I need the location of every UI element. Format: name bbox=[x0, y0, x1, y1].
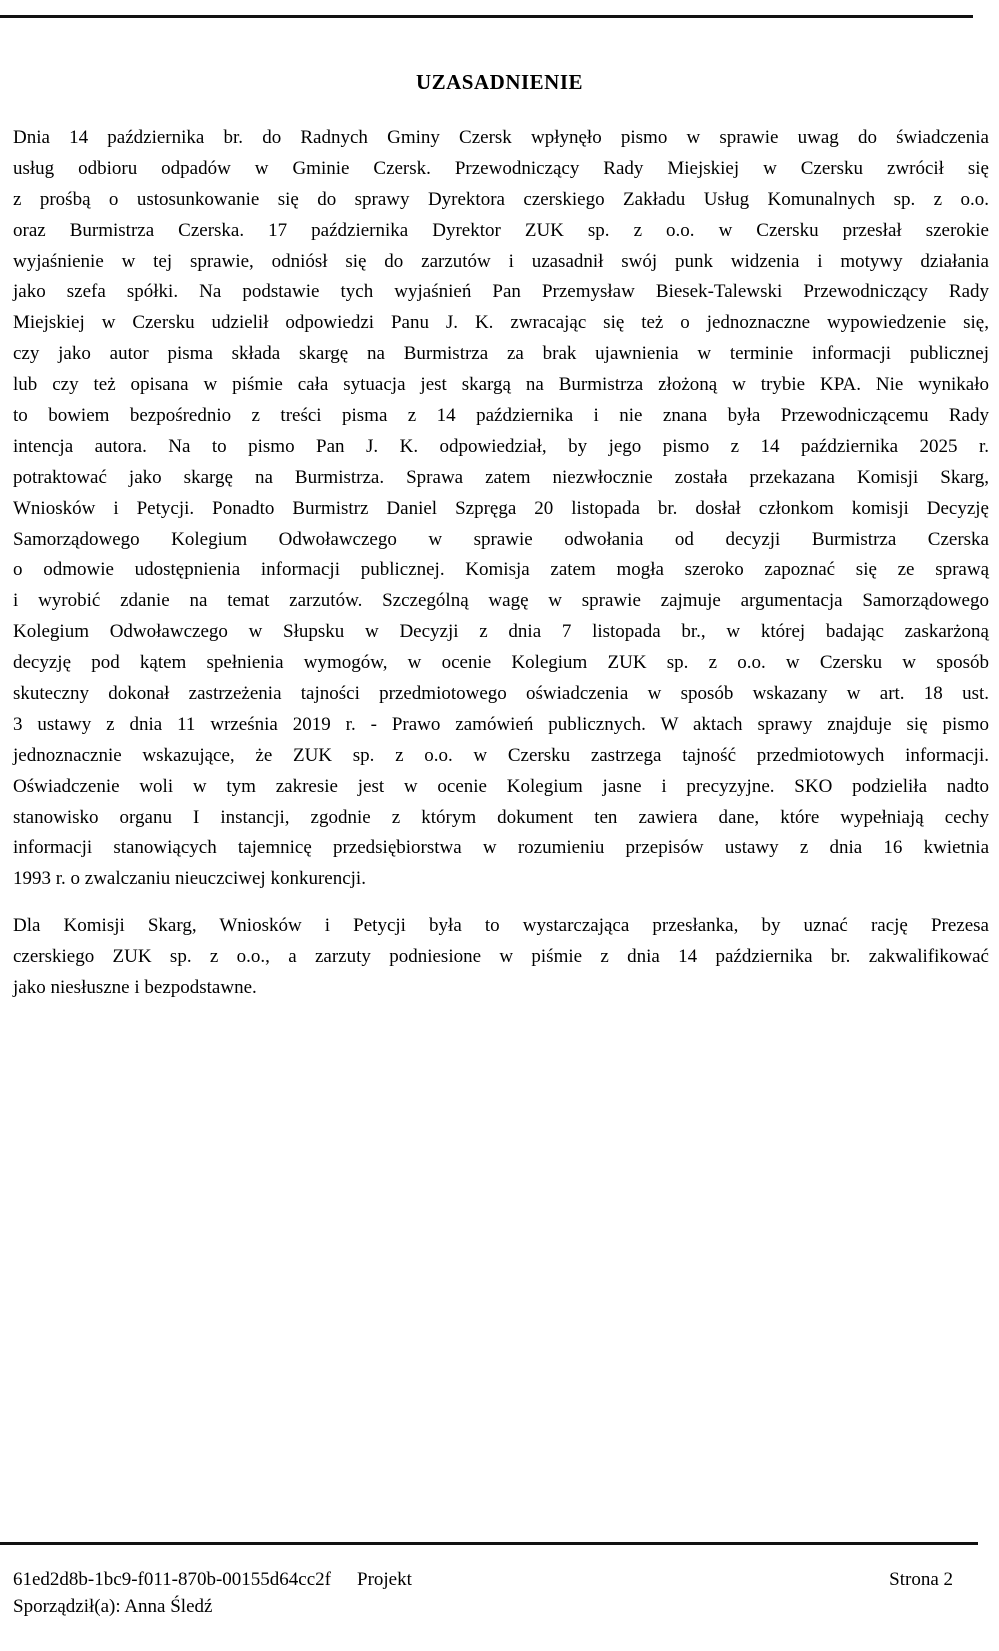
page-footer bbox=[13, 1566, 953, 1620]
text-line: Oświadczenie woli w tym zakresie jest w ocenie Kolegium jasne i precyzyjne. SKO podzieliła nadto bbox=[13, 775, 989, 797]
text-line: jako niesłuszne i bezpodstawne. bbox=[13, 977, 257, 999]
document-title: UZASADNIENIE bbox=[415, 70, 584, 94]
text-line: intencja autora. Na to pismo Pan J. K. odpowiedział, by jego pismo z 14 października 2025 r. bbox=[13, 435, 989, 457]
paragraph-main bbox=[13, 123, 989, 895]
text-line: jednoznacznie wskazujące, że ZUK sp. z o.o. w Czersku zastrzega tajność przedmiotowych informacji. bbox=[13, 744, 989, 766]
text-line: Samorządowego Kolegium Odwoławczego w sprawie odwołania od decyzji Burmistrza Czerska bbox=[13, 528, 989, 550]
text-line: informacji stanowiących tajemnicę przedsiębiorstwa w rozumieniu przepisów ustawy z dnia 16 kwietnia bbox=[13, 837, 989, 859]
text-line: to bowiem bezpośrednio z treści pisma z 14 października i nie znana była Przewodniczącemu Rady bbox=[13, 405, 989, 427]
text-line: usług odbioru odpadów w Gminie Czersk. Przewodniczący Rady Miejskiej w Czersku zwrócił się bbox=[13, 157, 989, 179]
text-line: z prośbą o ustosunkowanie się do sprawy Dyrektora czerskiego Zakładu Usług Komunalnych sp. z o.o. bbox=[13, 188, 989, 210]
footer-left bbox=[13, 1566, 412, 1593]
document-status-label: Projekt bbox=[357, 1569, 412, 1590]
text-line: potraktować jako skargę na Burmistrza. Sprawa zatem niezwłocznie została przekazana Komisji Skarg, bbox=[13, 466, 989, 488]
document-body bbox=[13, 123, 989, 1004]
text-line: Dla Komisji Skarg, Wniosków i Petycji była to wystarczająca przesłanka, by uznać rację Prezesa bbox=[13, 915, 989, 937]
text-line: jako szefa spółki. Na podstawie tych wyjaśnień Pan Przemysław Biesek-Talewski Przewodniczący Rady bbox=[13, 281, 989, 303]
text-line: 3 ustawy z dnia 11 września 2019 r. - Prawo zamówień publicznych. W aktach sprawy znajduje się pismo bbox=[13, 713, 989, 735]
text-line: Dnia 14 października br. do Radnych Gminy Czersk wpłynęło pismo w sprawie uwag do świadczenia bbox=[13, 127, 989, 148]
text-line: lub czy też opisana w piśmie cała sytuacja jest skargą na Burmistrza złożoną w trybie KPA. Nie wynikało bbox=[13, 374, 989, 396]
text-line: Wniosków i Petycji. Ponadto Burmistrz Daniel Szpręga 20 listopada br. dosłał członkom komisji Decyzję bbox=[13, 497, 989, 519]
text-line: skuteczny dokonał zastrzeżenia tajności przedmiotowego oświadczenia w sposób wskazany w art. 18 ust. bbox=[13, 683, 989, 705]
text-line: o odmowie udostępnienia informacji publicznej. Komisja zatem mogła szeroko zapoznać się ze sprawą bbox=[13, 559, 989, 581]
top-rule bbox=[0, 15, 973, 18]
text-line: Kolegium Odwoławczego w Słupsku w Decyzji z dnia 7 listopada br., w której badając zaskarżoną bbox=[13, 621, 989, 643]
text-line: czy jako autor pisma składa skargę na Burmistrza za brak ujawnienia w terminie informacji publicznej bbox=[13, 343, 989, 365]
page-number: Strona 2 bbox=[889, 1569, 953, 1590]
footer-rule bbox=[0, 1542, 978, 1545]
text-line: Miejskiej w Czersku udzielił odpowiedzi Panu J. K. zwracając się też o jednoznaczne wypowiedzenie się, bbox=[13, 312, 989, 334]
prepared-by: Sporządził(a): Anna Śledź bbox=[13, 1596, 213, 1617]
text-line: i wyrobić zdanie na temat zarzutów. Szczególną wagę w sprawie zajmuje argumentacja Samorządowego bbox=[13, 590, 989, 612]
document-id: 61ed2d8b-1bc9-f011-870b-00155d64cc2f bbox=[13, 1569, 331, 1590]
text-line: decyzję pod kątem spełnienia wymogów, w ocenie Kolegium ZUK sp. z o.o. w Czersku w sposób bbox=[13, 652, 989, 674]
text-line: oraz Burmistrza Czerska. 17 października Dyrektor ZUK sp. z o.o. w Czersku przesłał szerokie bbox=[13, 219, 989, 241]
text-line: czerskiego ZUK sp. z o.o., a zarzuty podniesione w piśmie z dnia 14 października br. zakwalifikować bbox=[13, 946, 989, 968]
paragraph-conclusion bbox=[13, 911, 989, 1004]
footer-row bbox=[13, 1566, 953, 1593]
text-line: stanowisko organu I instancji, zgodnie z którym dokument ten zawiera dane, które wypełniają cechy bbox=[13, 806, 989, 828]
text-line: wyjaśnienie w tej sprawie, odniósł się do zarzutów i uzasadnił swój punk widzenia i motywy działania bbox=[13, 250, 989, 272]
text-line: 1993 r. o zwalczaniu nieuczciwej konkurencji. bbox=[13, 868, 366, 890]
